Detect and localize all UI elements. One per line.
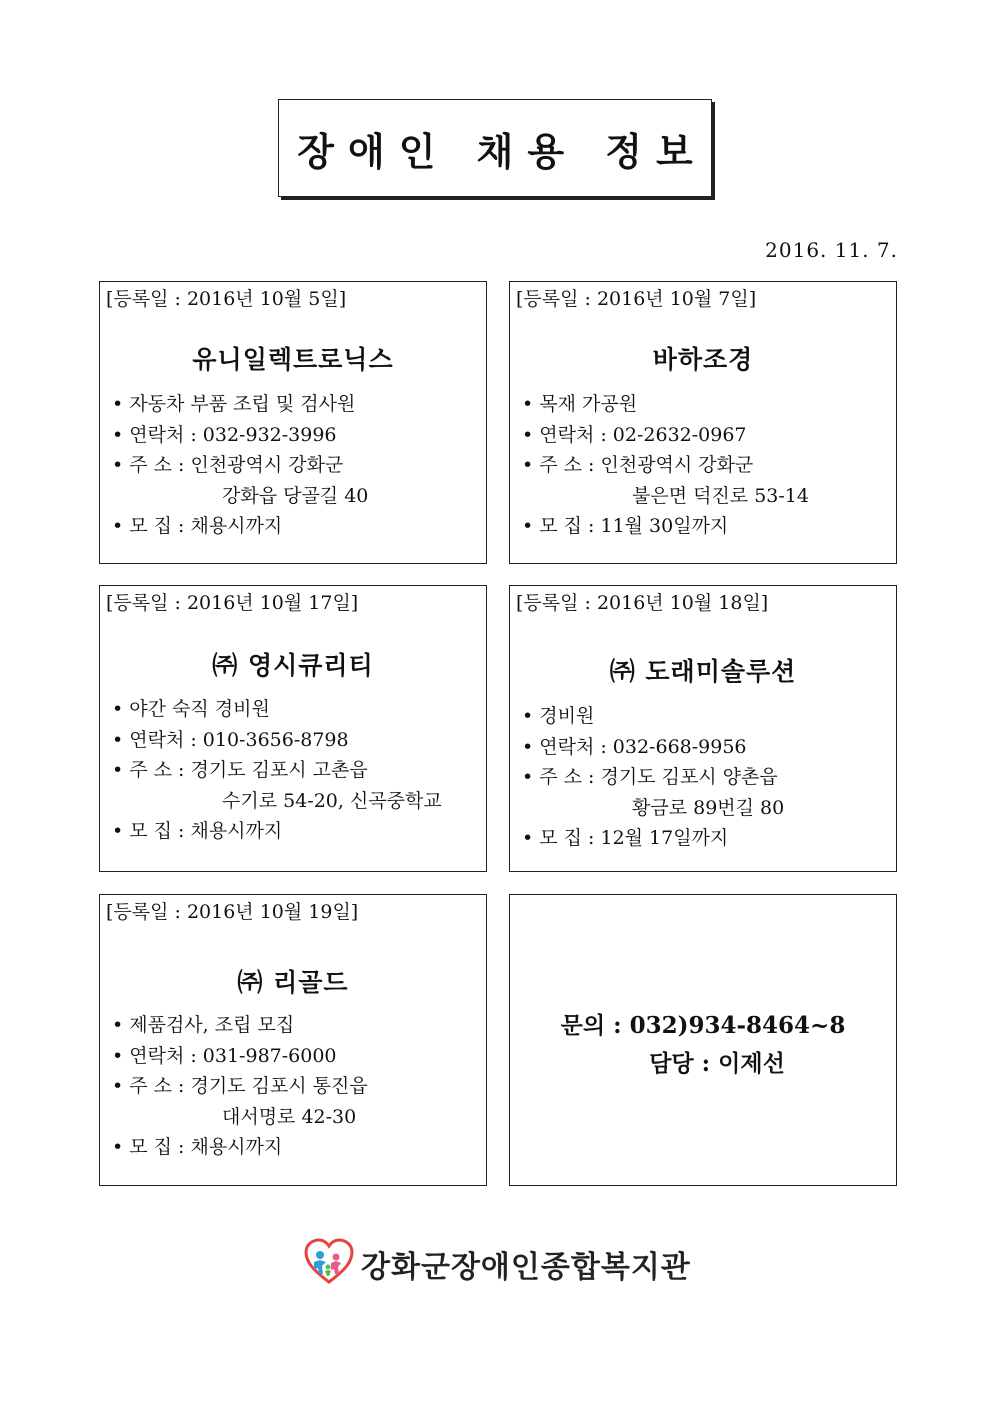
address-line: • 주 소 : 인천광역시 강화군 <box>112 454 344 476</box>
inquiry-phone: 문의 : 032)934-8464~8 <box>560 1012 846 1039</box>
company-name: 유니일렉트로닉스 <box>192 345 394 374</box>
title-box <box>278 99 712 197</box>
job-title: • 목재 가공원 <box>522 393 638 415</box>
job-title: • 경비원 <box>522 705 595 727</box>
address-line: • 주 소 : 경기도 김포시 양촌읍 <box>522 766 778 788</box>
address-line-2: 수기로 54-20, 신곡중학교 <box>222 789 442 812</box>
page-title: 장애인 채용 정보 <box>297 128 707 174</box>
document-date: 2016. 11. 7. <box>765 238 898 262</box>
company-name: ㈜ 리골드 <box>237 968 349 997</box>
company-name: ㈜ 영시큐리티 <box>212 651 374 680</box>
job-card-4 <box>509 585 897 872</box>
phone-line: • 연락처 : 02-2632-0967 <box>522 423 747 446</box>
job-details <box>522 701 784 854</box>
job-details <box>112 389 368 542</box>
address-line: • 주 소 : 인천광역시 강화군 <box>522 454 754 476</box>
manager-name: 담당 : 이제선 <box>649 1050 785 1077</box>
contact-info <box>510 1007 896 1083</box>
phone-line: • 연락처 : 032-932-3996 <box>112 423 337 446</box>
job-title: • 야간 숙직 경비원 <box>112 698 270 720</box>
job-details <box>112 1010 368 1163</box>
job-details <box>112 694 442 847</box>
address-line: • 주 소 : 경기도 김포시 고촌읍 <box>112 759 368 781</box>
address-line-2: 대서명로 42-30 <box>222 1105 357 1128</box>
phone-line: • 연락처 : 031-987-6000 <box>112 1044 337 1067</box>
company-name: 바하조경 <box>652 345 754 374</box>
contact-card <box>509 894 897 1186</box>
phone-line: • 연락처 : 032-668-9956 <box>522 735 747 758</box>
job-card-1 <box>99 281 487 564</box>
address-line-2: 강화읍 당골길 40 <box>222 484 369 507</box>
registration-date: [등록일 : 2016년 10월 18일] <box>516 592 769 614</box>
deadline-line: • 모 집 : 11월 30일까지 <box>522 515 729 537</box>
phone-line: • 연락처 : 010-3656-8798 <box>112 728 349 751</box>
organization-name: 강화군장애인종합복지관 <box>361 1250 691 1285</box>
organization-footer <box>303 1240 691 1288</box>
heart-family-logo-icon <box>303 1238 355 1290</box>
registration-date: [등록일 : 2016년 10월 5일] <box>106 288 347 310</box>
deadline-line: • 모 집 : 채용시까지 <box>112 515 283 537</box>
address-line-2: 불은면 덕진로 53-14 <box>632 484 809 507</box>
registration-date: [등록일 : 2016년 10월 7일] <box>516 288 757 310</box>
deadline-line: • 모 집 : 채용시까지 <box>112 1136 283 1158</box>
deadline-line: • 모 집 : 12월 17일까지 <box>522 827 729 849</box>
job-card-5 <box>99 894 487 1186</box>
job-card-3 <box>99 585 487 872</box>
job-title: • 제품검사, 조립 모집 <box>112 1014 295 1036</box>
job-details <box>522 389 809 542</box>
address-line: • 주 소 : 경기도 김포시 통진읍 <box>112 1075 368 1097</box>
job-title: • 자동차 부품 조립 및 검사원 <box>112 393 356 415</box>
registration-date: [등록일 : 2016년 10월 19일] <box>106 901 359 923</box>
deadline-line: • 모 집 : 채용시까지 <box>112 820 283 842</box>
job-card-2 <box>509 281 897 564</box>
address-line-2: 황금로 89번길 80 <box>632 796 785 819</box>
company-name: ㈜ 도래미솔루션 <box>609 657 797 686</box>
registration-date: [등록일 : 2016년 10월 17일] <box>106 592 359 614</box>
